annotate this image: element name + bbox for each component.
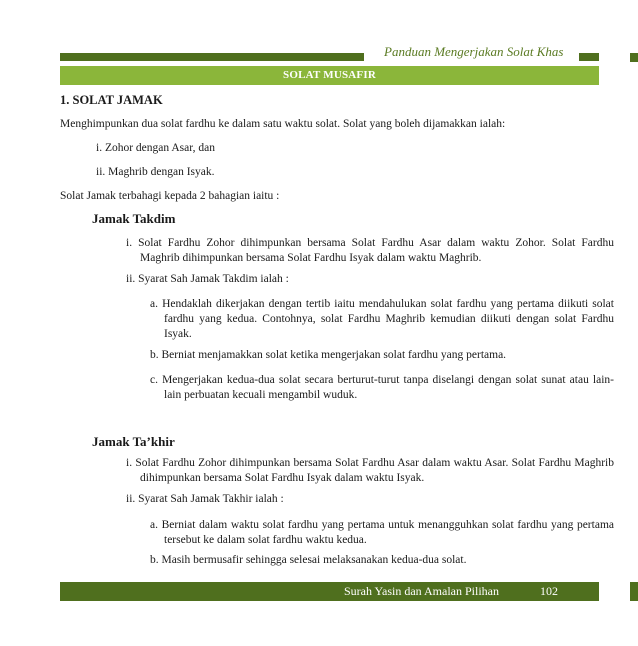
list-item: i. Zohor dengan Asar, dan [96, 142, 215, 154]
section-heading: 1. SOLAT JAMAK [60, 93, 163, 107]
page-edge-mark-bottom [630, 582, 638, 601]
list-item: ii. Maghrib dengan Isyak. [96, 166, 215, 178]
takdim-condition-b: b. Berniat menjamakkan solat ketika mengerjakan solat fardhu yang pertama. [150, 349, 507, 361]
header-rule-right [579, 53, 599, 61]
takdim-condition-a: a. Hendaklah dikerjakan dengan tertib iaitu mendahulukan solat fardhu yang pertama diikuti solat fardhu yang kedua. Contohnya, solat Fardhu Maghrib kemudian diikuti dengan solat Fardhu Isyak. [150, 298, 614, 340]
takhir-condition-a: a. Berniat dalam waktu solat fardhu yang pertama untuk menangguhkan solat fardhu yang pertama tersebut ke dalam solat fardhu waktu kedua. [150, 519, 614, 546]
page-number: 102 [540, 584, 558, 598]
footer-bar [60, 582, 599, 601]
takhir-point-ii: ii. Syarat Sah Jamak Takhir ialah : [126, 493, 284, 505]
takhir-condition-b: b. Masih bermusafir sehingga selesai melaksanakan kedua-dua solat. [150, 554, 467, 566]
takdim-point-i: i. Solat Fardhu Zohor dihimpunkan bersama Solat Fardhu Asar dalam waktu Zohor. Solat Fardhu Maghrib dihimpunkan bersama Solat Fardhu Isyak dalam waktu Maghrib. [126, 237, 614, 264]
page-edge-mark-top [630, 53, 638, 62]
header-rule-left [60, 53, 364, 61]
takdim-heading: Jamak Takdim [92, 211, 176, 226]
footer-title: Surah Yasin dan Amalan Pilihan [344, 584, 499, 598]
intro-text: Menghimpunkan dua solat fardhu ke dalam satu waktu solat. Solat yang boleh dijamakkan ialah: [60, 118, 506, 130]
running-header-title: Panduan Mengerjakan Solat Khas [384, 44, 564, 59]
section-band: SOLAT MUSAFIR [60, 66, 599, 85]
takdim-point-ii: ii. Syarat Sah Jamak Takdim ialah : [126, 273, 289, 285]
takhir-point-i: i. Solat Fardhu Zohor dihimpunkan bersama Solat Fardhu Asar dalam waktu Asar. Solat Fardhu Maghrib dihimpunkan bersama Solat Fardhu Isyak dalam waktu Isyak. [126, 457, 614, 484]
takdim-condition-c: c. Mengerjakan kedua-dua solat secara berturut-turut tanpa diselangi dengan solat sunat atau lain-lain perbuatan kecuali mengambil wuduk. [150, 374, 614, 401]
types-intro: Solat Jamak terbahagi kepada 2 bahagian iaitu : [60, 190, 280, 202]
takhir-heading: Jamak Ta’khir [92, 434, 175, 449]
